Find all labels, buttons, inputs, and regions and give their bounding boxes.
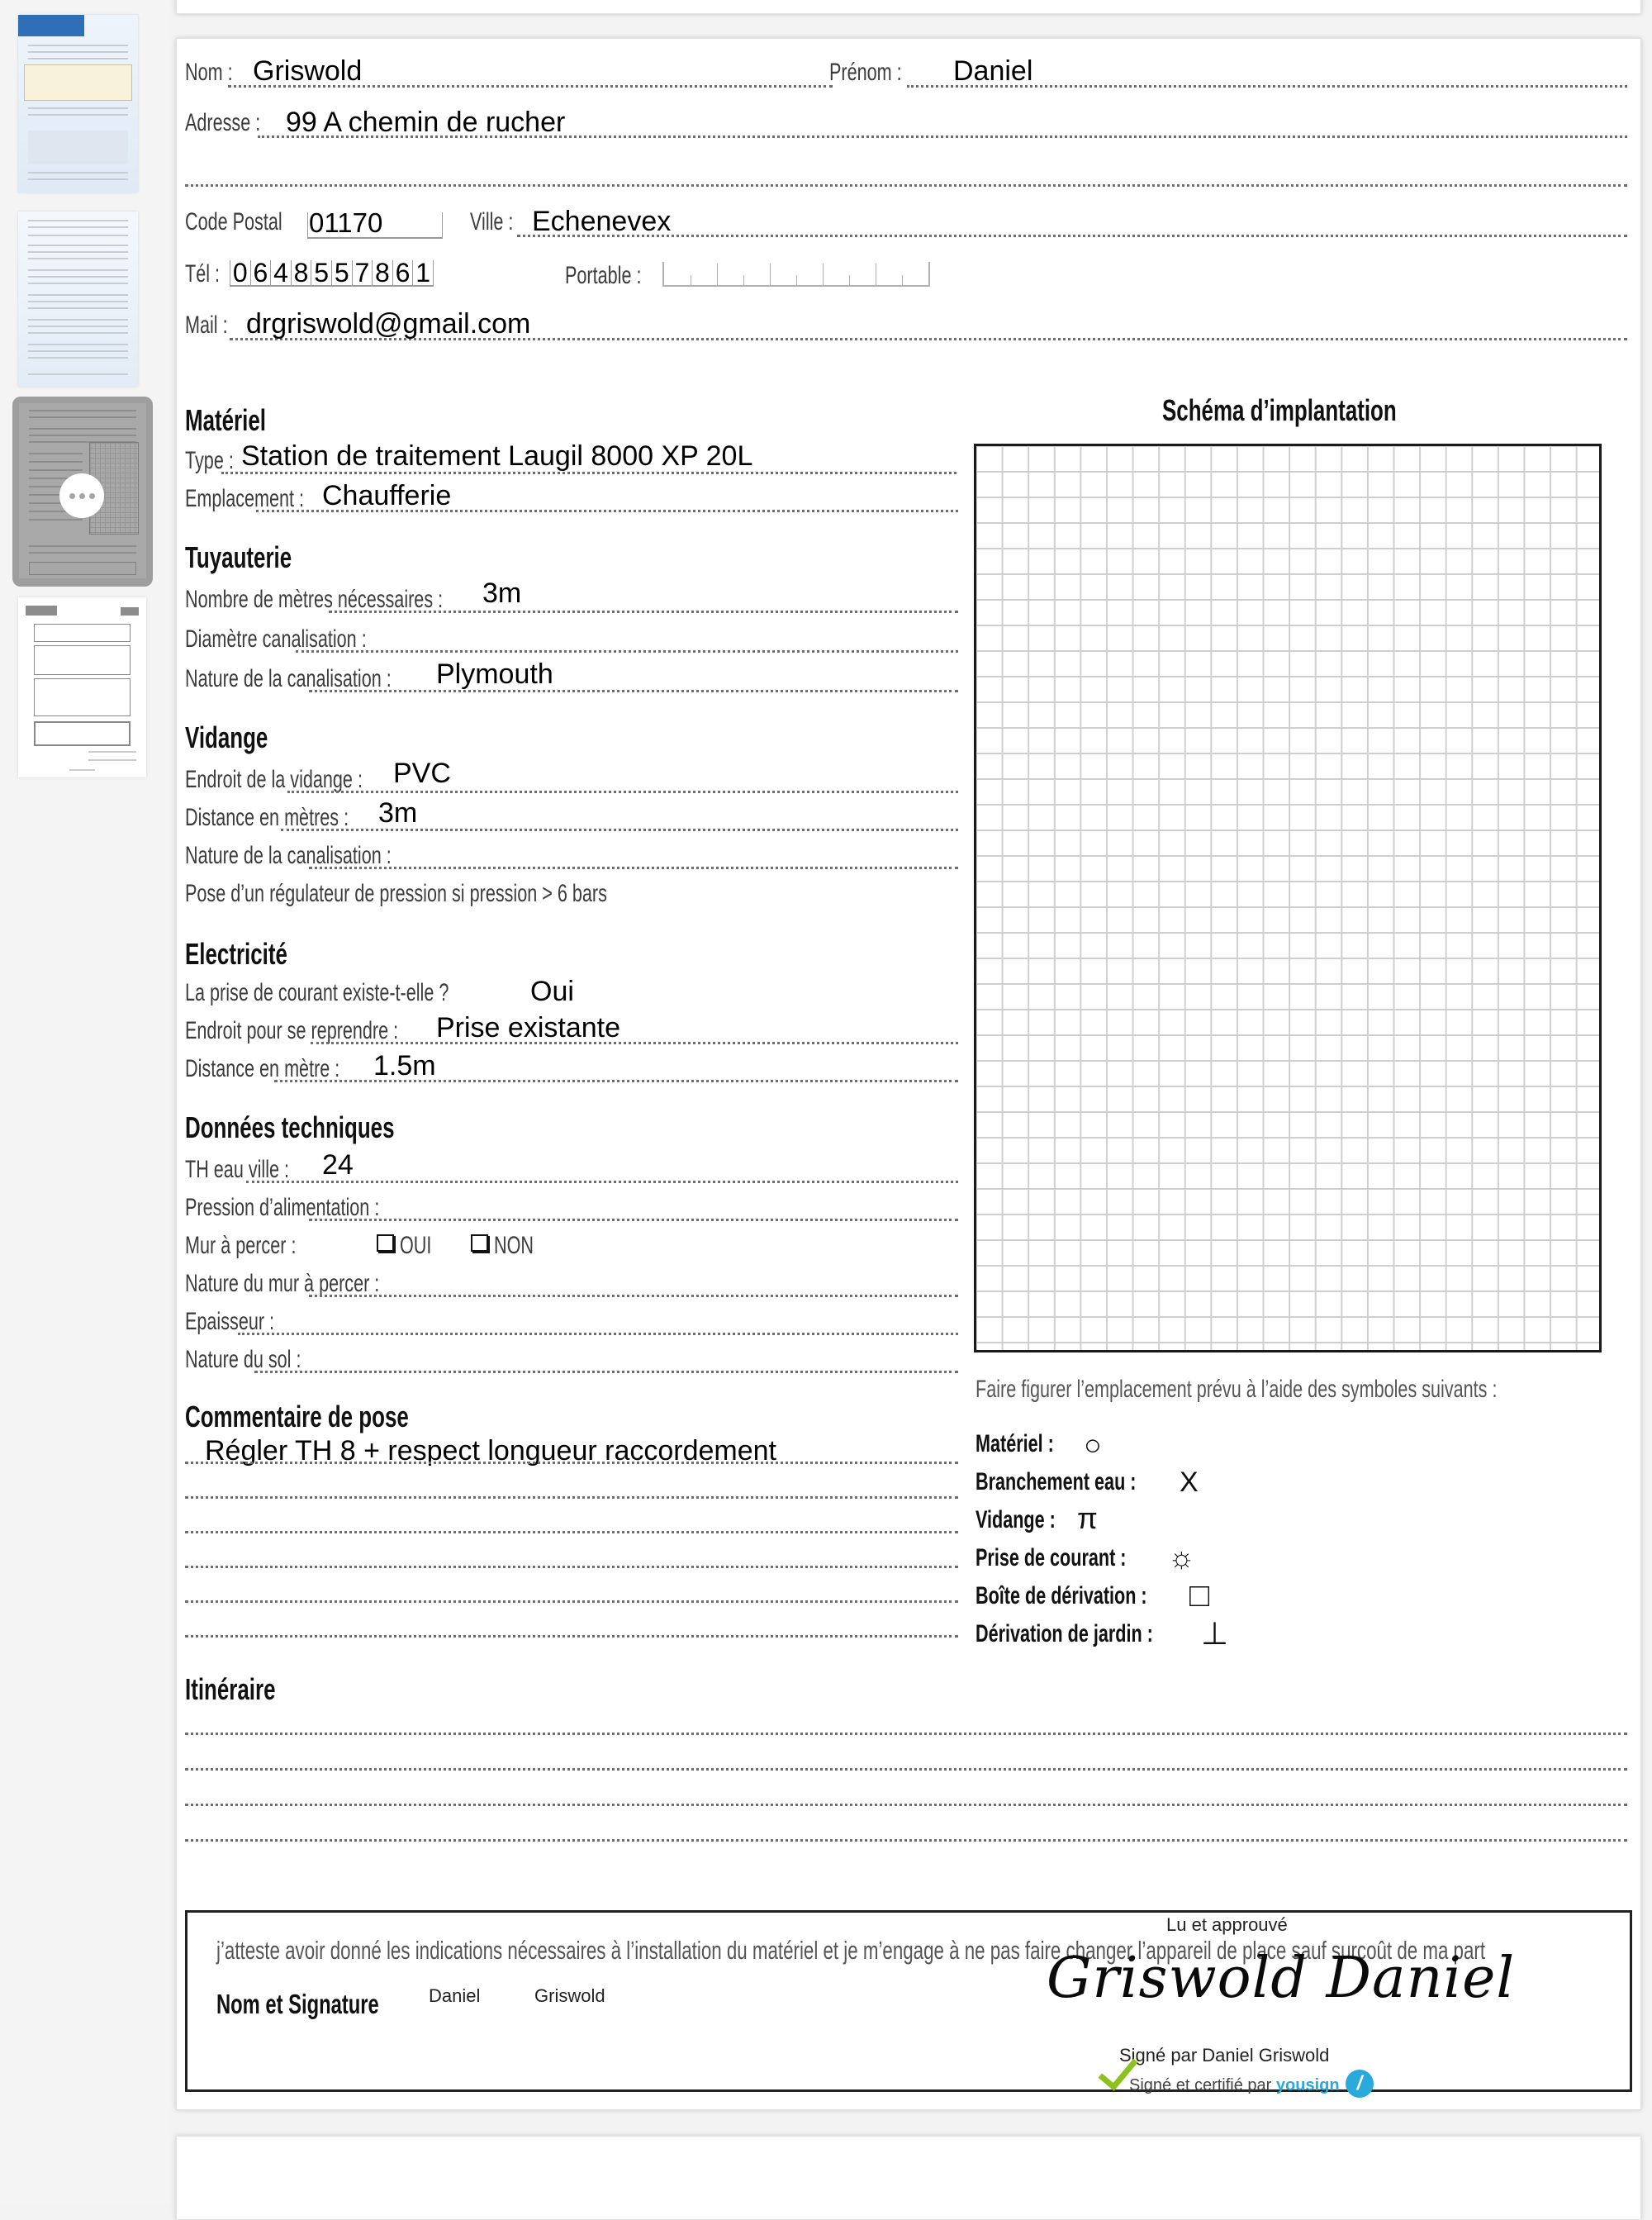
metres-label: Nombre de mètres nécessaires : bbox=[185, 586, 444, 613]
signature-box bbox=[185, 1910, 1632, 2092]
diametre-field[interactable] bbox=[296, 650, 958, 653]
metres-field-line bbox=[329, 611, 958, 613]
signer-prenom: Daniel bbox=[429, 1985, 481, 2006]
mail-field[interactable]: drgriswold@gmail.com bbox=[246, 308, 531, 340]
nature-mur-field[interactable] bbox=[309, 1295, 958, 1297]
legend-label-branchement-eau: Branchement eau : bbox=[976, 1468, 1137, 1495]
diametre-label: Diamètre canalisation : bbox=[185, 625, 367, 653]
vidange-section-title: Vidange bbox=[185, 720, 268, 754]
type-field-line bbox=[221, 472, 957, 474]
pression-label: Pression d’alimentation : bbox=[185, 1194, 380, 1221]
adresse-field-line-2[interactable] bbox=[185, 184, 1627, 187]
non-label: NON bbox=[494, 1232, 534, 1259]
commentaire-line-4[interactable] bbox=[185, 1566, 958, 1568]
distance-electricite-field[interactable]: 1.5m bbox=[373, 1050, 436, 1081]
materiel-section-title: Matériel bbox=[185, 403, 266, 437]
thumbnail-header-graphic bbox=[18, 15, 84, 36]
nature-vidange-label: Nature de la canalisation : bbox=[185, 842, 392, 869]
ville-field-line bbox=[517, 235, 1627, 237]
tel-digit: 5 bbox=[331, 260, 352, 285]
schema-instructions: Faire figurer l’emplacement prévu à l’aide des symboles suivants : bbox=[976, 1376, 1498, 1403]
metres-field[interactable]: 3m bbox=[482, 578, 522, 609]
commentaire-line-2[interactable] bbox=[185, 1496, 958, 1499]
nature-sol-field[interactable] bbox=[254, 1371, 958, 1373]
square-icon: □ bbox=[1189, 1577, 1210, 1614]
nom-field[interactable]: Griswold bbox=[253, 55, 363, 87]
nature-canalisation-label: Nature de la canalisation : bbox=[185, 665, 392, 692]
emplacement-field[interactable]: Chaufferie bbox=[322, 480, 452, 511]
schema-title: Schéma d’implantation bbox=[1162, 393, 1397, 427]
endroit-vidange-field[interactable]: PVC bbox=[393, 758, 451, 789]
pi-icon: π bbox=[1077, 1501, 1098, 1535]
x-icon: X bbox=[1180, 1467, 1199, 1498]
thumbnail-table-graphic bbox=[24, 64, 132, 101]
prenom-label: Prénom : bbox=[829, 59, 902, 86]
itineraire-line-4[interactable] bbox=[185, 1839, 1627, 1842]
th-field-line bbox=[246, 1181, 958, 1183]
attestation-text: j’atteste avoir donné les indications nécessaires à l’installation du matériel et je m’engage à ne pas faire changer l’appareil de place sauf surcoût de ma part bbox=[216, 1936, 1486, 1965]
tel-digit: 0 bbox=[230, 260, 250, 285]
document-page bbox=[176, 38, 1641, 2110]
itineraire-line-2[interactable] bbox=[185, 1768, 1627, 1771]
epaisseur-label: Epaisseur : bbox=[185, 1308, 275, 1335]
tel-digit: 6 bbox=[250, 260, 271, 285]
tel-digit: 1 bbox=[412, 260, 434, 285]
regulateur-text: Pose d’un régulateur de pression si pression > 6 bars bbox=[185, 880, 607, 907]
tuyauterie-section-title: Tuyauterie bbox=[185, 540, 292, 574]
yousign-brand: yousign bbox=[1275, 2076, 1340, 2094]
tel-digit: 8 bbox=[291, 260, 311, 285]
commentaire-line-5[interactable] bbox=[185, 1600, 958, 1603]
nature-canalisation-field-line bbox=[309, 690, 958, 692]
commentaire-section-title: Commentaire de pose bbox=[185, 1400, 409, 1433]
code-postal-label: Code Postal bbox=[185, 208, 282, 235]
itineraire-line-1[interactable] bbox=[185, 1733, 1627, 1735]
certifie-text: Signé et certifié par bbox=[1129, 2076, 1272, 2094]
mur-percer-label: Mur à percer : bbox=[185, 1232, 297, 1259]
endroit-vidange-field-line bbox=[287, 791, 958, 793]
adresse-label: Adresse : bbox=[185, 109, 261, 136]
nom-signature-label: Nom et Signature bbox=[216, 1989, 379, 2019]
sun-icon: ☼ bbox=[1168, 1540, 1195, 1574]
signer-nom: Griswold bbox=[534, 1985, 605, 2006]
tel-digit: 5 bbox=[311, 260, 331, 285]
tel-field[interactable] bbox=[230, 260, 434, 287]
more-options-button[interactable] bbox=[59, 473, 104, 518]
distance-vidange-field-line bbox=[281, 829, 958, 831]
circle-icon: ○ bbox=[1084, 1428, 1102, 1462]
legend-label-derivation-jardin: Dérivation de jardin : bbox=[976, 1620, 1153, 1647]
previous-page bbox=[176, 0, 1641, 14]
emplacement-label: Emplacement : bbox=[185, 485, 305, 512]
prise-existe-label: La prise de courant existe-t-elle ? bbox=[185, 979, 449, 1006]
tel-label: Tél : bbox=[185, 260, 221, 288]
th-label: TH eau ville : bbox=[185, 1156, 290, 1183]
portable-label: Portable : bbox=[565, 262, 642, 289]
commentaire-field[interactable]: Régler TH 8 + respect longueur raccordement bbox=[205, 1435, 777, 1467]
non-checkbox[interactable] bbox=[471, 1234, 488, 1252]
nature-sol-label: Nature du sol : bbox=[185, 1346, 301, 1373]
nature-mur-label: Nature du mur à percer : bbox=[185, 1270, 380, 1297]
endroit-reprendre-field[interactable]: Prise existante bbox=[436, 1012, 620, 1043]
next-page bbox=[176, 2136, 1641, 2220]
page-thumbnail-1[interactable] bbox=[18, 15, 138, 193]
adresse-field[interactable]: 99 A chemin de rucher bbox=[286, 107, 566, 138]
handwritten-signature: Griswold Daniel bbox=[1047, 1946, 1516, 2011]
endroit-vidange-label: Endroit de la vidange : bbox=[185, 766, 363, 793]
itineraire-line-3[interactable] bbox=[185, 1804, 1627, 1806]
donnees-section-title: Données techniques bbox=[185, 1110, 395, 1144]
oui-checkbox[interactable] bbox=[377, 1234, 394, 1252]
schema-grid-canvas[interactable] bbox=[974, 444, 1602, 1352]
epaisseur-field[interactable] bbox=[238, 1333, 958, 1335]
pression-field[interactable] bbox=[309, 1219, 958, 1221]
endroit-reprendre-label: Endroit pour se reprendre : bbox=[185, 1017, 399, 1044]
distance-electricite-label: Distance en mètre : bbox=[185, 1055, 340, 1082]
legend-label-prise-courant: Prise de courant : bbox=[976, 1544, 1127, 1571]
commentaire-line-3[interactable] bbox=[185, 1531, 958, 1533]
type-field[interactable]: Station de traitement Laugil 8000 XP 20L bbox=[241, 440, 753, 472]
page-thumbnail-sidebar bbox=[0, 0, 169, 2203]
nature-vidange-field[interactable] bbox=[309, 867, 958, 869]
more-horizontal-icon bbox=[69, 493, 75, 499]
tel-digit: 4 bbox=[270, 260, 291, 285]
page-thumbnail-2[interactable] bbox=[18, 212, 138, 387]
signe-par-text: Signé par Daniel Griswold bbox=[1119, 2045, 1330, 2066]
oui-label: OUI bbox=[400, 1232, 432, 1259]
code-postal-field[interactable]: 01170 bbox=[309, 207, 383, 238]
electricite-section-title: Electricité bbox=[185, 937, 287, 971]
perpendicular-icon: ⊥ bbox=[1201, 1617, 1229, 1652]
nom-label: Nom : bbox=[185, 59, 233, 86]
nature-canalisation-field[interactable]: Plymouth bbox=[436, 658, 553, 690]
page-thumbnail-4[interactable] bbox=[18, 597, 146, 777]
distance-vidange-field[interactable]: 3m bbox=[378, 797, 418, 829]
legend-label-vidange: Vidange : bbox=[976, 1506, 1056, 1533]
lu-et-approuve-text: Lu et approuvé bbox=[1166, 1914, 1288, 1935]
tel-digit: 8 bbox=[372, 260, 392, 285]
th-field[interactable]: 24 bbox=[322, 1149, 354, 1181]
distance-vidange-label: Distance en mètres : bbox=[185, 804, 349, 831]
commentaire-line-1 bbox=[185, 1462, 958, 1464]
tel-digit: 6 bbox=[392, 260, 413, 285]
legend-label-boite-derivation: Boîte de dérivation : bbox=[976, 1582, 1147, 1609]
itineraire-section-title: Itinéraire bbox=[185, 1672, 276, 1706]
endroit-reprendre-field-line bbox=[311, 1042, 958, 1044]
prenom-field[interactable]: Daniel bbox=[953, 55, 1033, 87]
legend-label-materiel: Matériel : bbox=[976, 1430, 1054, 1457]
commentaire-line-6[interactable] bbox=[185, 1635, 958, 1638]
yousign-logo-icon: / bbox=[1346, 2070, 1374, 2098]
type-label: Type : bbox=[185, 447, 234, 474]
tel-digit: 7 bbox=[352, 260, 373, 285]
prise-existe-field[interactable]: Oui bbox=[530, 976, 574, 1007]
mail-label: Mail : bbox=[185, 311, 228, 339]
ville-field[interactable]: Echenevex bbox=[532, 206, 672, 237]
portable-field[interactable] bbox=[662, 262, 930, 287]
ville-label: Ville : bbox=[470, 208, 514, 235]
